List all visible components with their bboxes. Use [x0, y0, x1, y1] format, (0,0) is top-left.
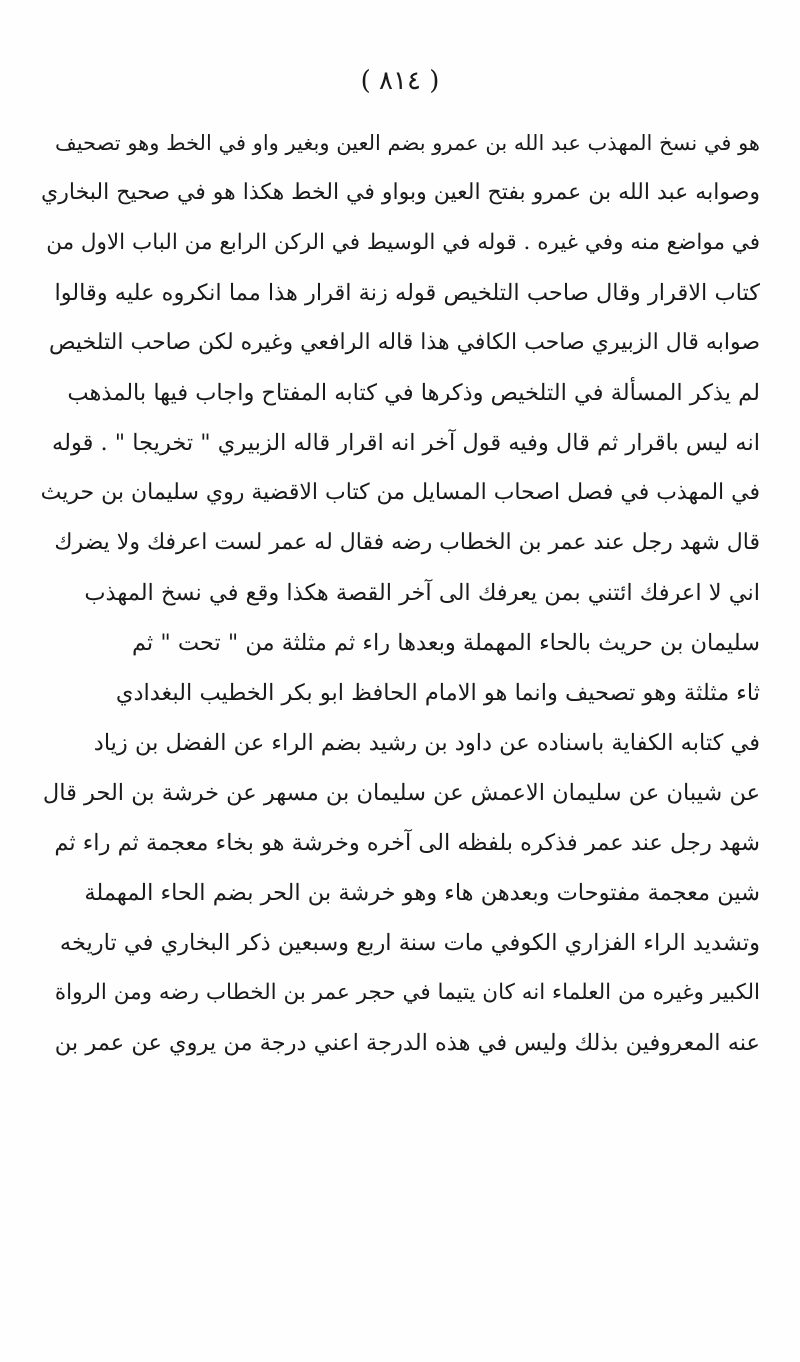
text-line: الكبير وغيره من العلماء انه كان يتيما في حجر عمر بن الخطاب رضه ومن الرواة	[54, 980, 760, 1005]
text-line: وتشديد الراء الفزاري الكوفي مات سنة اربع وسبعين ذكر البخاري في تاريخه	[59, 930, 760, 956]
text-line: ثاء مثلثة وهو تصحيف وانما هو الامام الحافظ ابو بكر الخطيب البغدادي	[115, 680, 760, 706]
text-line: اني لا اعرفك ائتني بمن يعرفك الى آخر القصة هكذا وقع في نسخ المهذب	[84, 580, 760, 606]
page-number: ( ٨١٤ )	[360, 66, 440, 96]
text-line: كتاب الاقرار وقال صاحب التلخيص قوله زنة اقرار هذا مما انكروه عليه وقالوا	[54, 280, 760, 306]
text-line: في المهذب في فصل اصحاب المسايل من كتاب الاقضية روي سليمان بن حريث	[40, 480, 760, 505]
text-line: شين معجمة مفتوحات وبعدهن هاء وهو خرشة بن الحر بضم الحاء المهملة	[84, 880, 760, 906]
body-text	[40, 118, 760, 1068]
text-line: عن شيبان عن سليمان الاعمش عن سليمان بن مسهر عن خرشة بن الحر قال	[42, 780, 760, 806]
text-line: انه ليس باقرار ثم قال وفيه قول آخر انه اقرار قاله الزبيري " تخريجا " . قوله	[52, 430, 760, 456]
text-line: صوابه قال الزبيري صاحب الكافي هذا قاله الرافعي وغيره لكن صاحب التلخيص	[48, 330, 760, 355]
text-line: في مواضع منه وفي غيره . قوله في الوسيط في الركن الرابع من الباب الاول من	[46, 230, 760, 255]
text-line: وصوابه عبد الله بن عمرو بفتح العين وبواو في الخط هكذا هو في صحيح البخاري	[41, 180, 760, 205]
text-line: قال شهد رجل عند عمر بن الخطاب رضه فقال له عمر لست اعرفك ولا يضرك	[54, 530, 760, 555]
text-line: في كتابه الكفاية باسناده عن داود بن رشيد بضم الراء عن الفضل بن زياد	[93, 730, 760, 756]
text-line: هو في نسخ المهذب عبد الله بن عمرو بضم العين وبغير واو في الخط وهو تصحيف	[54, 131, 760, 155]
text-line: لم يذكر المسألة في التلخيص وذكرها في كتابه المفتاح واجاب فيها بالمذهب	[67, 380, 760, 406]
text-line: سليمان بن حريث بالحاء المهملة وبعدها راء ثم مثلثة من " تحت " ثم	[131, 630, 760, 656]
text-line: عنه المعروفين بذلك وليس في هذه الدرجة اعني درجة من يروي عن عمر بن	[54, 1030, 760, 1056]
text-line: شهد رجل عند عمر فذكره بلفظه الى آخره وخرشة هو بخاء معجمة ثم راء ثم	[54, 830, 760, 856]
